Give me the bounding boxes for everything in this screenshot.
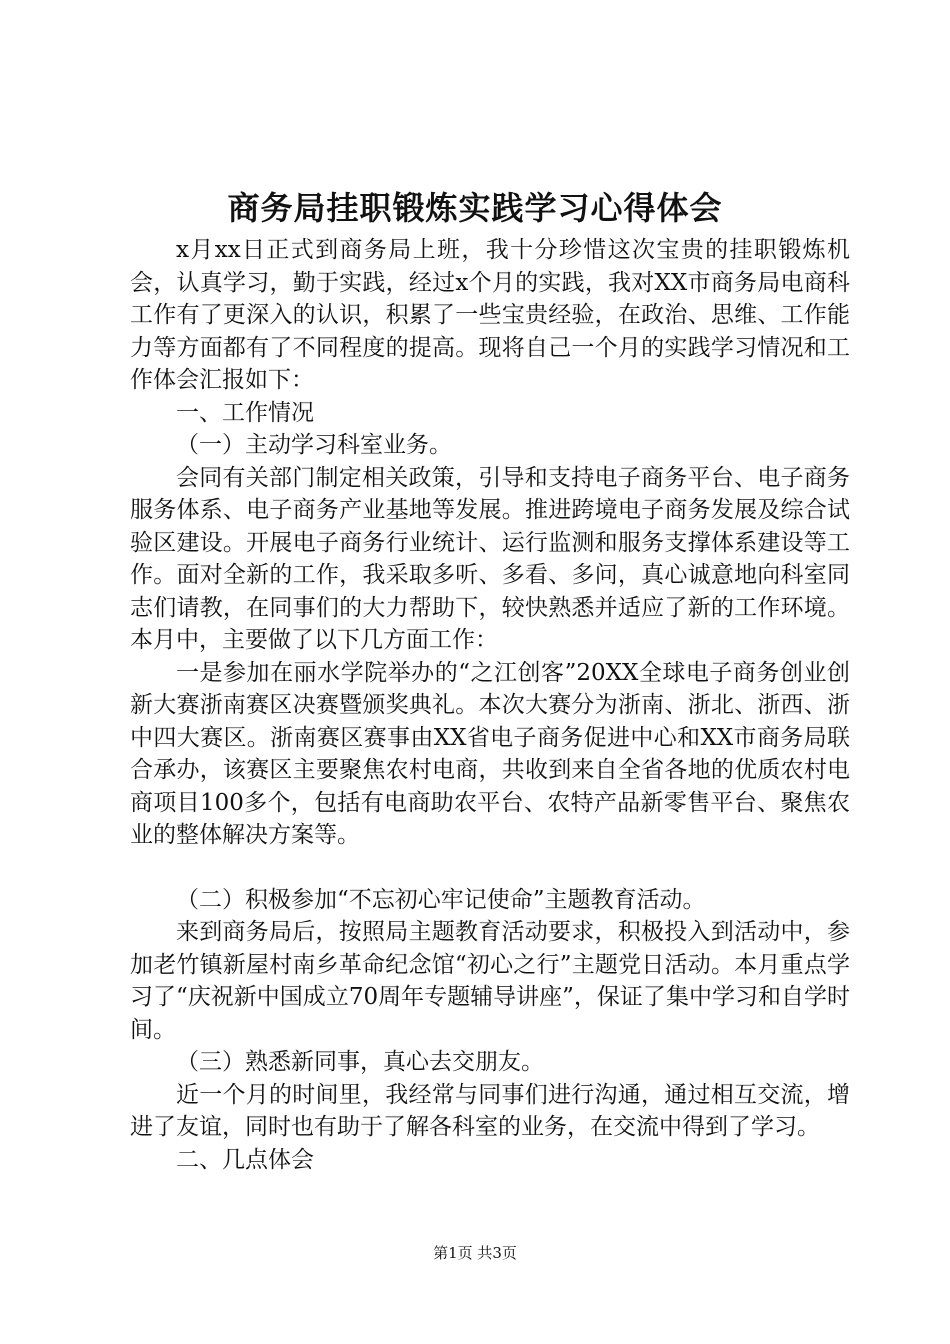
heading-work-situation: 一、工作情况 — [176, 399, 314, 426]
subheading-new-colleagues: （三）熟悉新同事，真心去交朋友。 — [176, 1049, 544, 1075]
paragraph-new-colleagues: 近一个月的时间里，我经常与同事们进行沟通，通过相互交流，增进了友谊，同时也有助于了解各科室的业务，在交流中得到了学习。 — [130, 1081, 850, 1140]
paragraph-office-business: 会同有关部门制定相关政策，引导和支持电子商务平台、电子商务服务体系、电子商务产业基地等发展。推进跨境电子商务发展及综合试验区建设。开展电子商务行业统计、运行监测和服务支撑体系建设等工作。面对全新的工作，我采取多听、多看、多问，真心诚意地向科室同志们请教，在同事们的大力帮助下，较快熟悉并适应了新的工作环境。本月中，主要做了以下几方面工作： — [130, 464, 850, 653]
document-body — [130, 234, 850, 1176]
subheading-study-office-business: （一）主动学习科室业务。 — [176, 432, 452, 458]
subheading-theme-education: （二）积极参加“不忘初心牢记使命”主题教育活动。 — [176, 886, 706, 913]
document-title: 商务局挂职锻炼实践学习心得体会 — [227, 189, 723, 227]
paragraph-competition: 一是参加在丽水学院举办的“之江创客”20XX全球电子商务创业创新大赛浙南赛区决赛暨颁奖典礼。本次大赛分为浙南、浙北、浙西、浙中四大赛区。浙南赛区赛事由XX省电子商务促进中心和XX市商务局联合承办，该赛区主要聚焦农村电商，共收到来自全省各地的优质农村电商项目100多个，包括有电商助农平台、农特产品新零售平台、聚焦农业的整体解决方案等。 — [130, 659, 850, 848]
page-number-footer: 第1页 共3页 — [433, 1244, 517, 1262]
paragraph-theme-education: 来到商务局后，按照局主题教育活动要求，积极投入到活动中，参加老竹镇新屋村南乡革命纪念馆“初心之行”主题党日活动。本月重点学习了“庆祝新中国成立70周年专题辅导讲座”，保证了集中学习和自学时间。 — [130, 919, 850, 1043]
paragraph-intro: x月xx日正式到商务局上班，我十分珍惜这次宝贵的挂职锻炼机会，认真学习，勤于实践，经过x个月的实践，我对XX市商务局电商科工作有了更深入的认识，积累了一些宝贵经验，在政治、思维、工作能力等方面都有了不同程度的提高。现将自己一个月的实践学习情况和工作体会汇报如下： — [130, 237, 850, 393]
heading-experiences: 二、几点体会 — [176, 1146, 314, 1173]
